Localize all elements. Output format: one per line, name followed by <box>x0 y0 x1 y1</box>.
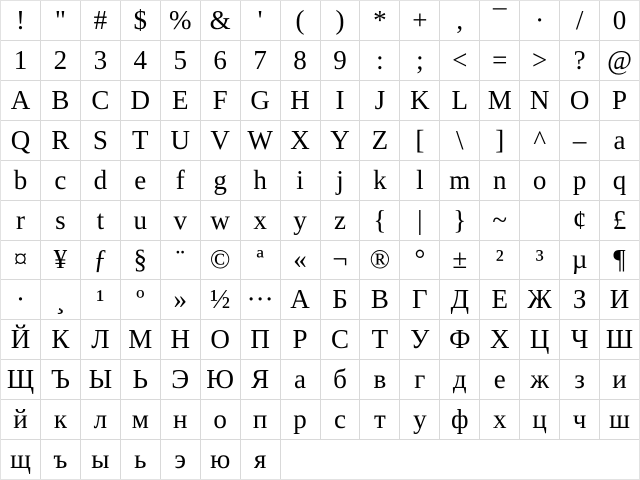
glyph-cell[interactable]: Q <box>1 121 40 160</box>
glyph-cell[interactable]: Ц <box>520 320 559 359</box>
glyph-cell[interactable]: ь <box>121 440 160 479</box>
glyph-cell[interactable]: Р <box>281 320 320 359</box>
glyph-cell[interactable]: , <box>440 1 479 40</box>
glyph-cell[interactable]: ; <box>400 41 439 80</box>
glyph-cell[interactable]: ^ <box>520 121 559 160</box>
glyph-cell[interactable]: с <box>321 400 360 439</box>
glyph-cell[interactable]: й <box>1 400 40 439</box>
glyph-cell[interactable]: { <box>360 201 399 240</box>
glyph-cell[interactable]: С <box>321 320 360 359</box>
glyph-cell[interactable]: = <box>480 41 519 80</box>
glyph-cell[interactable]: ¤ <box>1 241 40 280</box>
glyph-cell[interactable]: ¸ <box>41 280 80 319</box>
glyph-cell[interactable]: е <box>480 360 519 399</box>
glyph-cell[interactable]: ш <box>600 400 639 439</box>
glyph-cell[interactable]: · <box>520 1 559 40</box>
glyph-cell[interactable]: М <box>121 320 160 359</box>
glyph-cell[interactable]: Д <box>440 280 479 319</box>
glyph-cell[interactable]: · <box>1 280 40 319</box>
glyph-cell[interactable]: e <box>121 161 160 200</box>
empty-region <box>281 440 639 479</box>
glyph-cell[interactable]: T <box>121 121 160 160</box>
glyph-cell[interactable]: Ш <box>600 320 639 359</box>
glyph-cell[interactable]: ч <box>560 400 599 439</box>
glyph-cell[interactable]: W <box>241 121 280 160</box>
glyph-cell[interactable]: Я <box>241 360 280 399</box>
glyph-cell[interactable]: Г <box>400 280 439 319</box>
glyph-cell[interactable]: s <box>41 201 80 240</box>
glyph-cell[interactable]: j <box>321 161 360 200</box>
glyph-cell[interactable]: S <box>81 121 120 160</box>
glyph-cell[interactable]: f <box>161 161 200 200</box>
glyph-cell[interactable]: 3 <box>81 41 120 80</box>
glyph-cell[interactable]: * <box>360 1 399 40</box>
glyph-cell[interactable]: d <box>81 161 120 200</box>
glyph-cell[interactable]: ц <box>520 400 559 439</box>
glyph-cell[interactable]: @ <box>600 41 639 80</box>
glyph-cell[interactable]: £ <box>600 201 639 240</box>
glyph-cell[interactable]: н <box>161 400 200 439</box>
glyph-cell[interactable]: Y <box>321 121 360 160</box>
glyph-cell[interactable]: К <box>41 320 80 359</box>
glyph-cell[interactable]: G <box>241 81 280 120</box>
glyph-cell[interactable]: ® <box>360 241 399 280</box>
glyph-cell[interactable]: § <box>121 241 160 280</box>
glyph-cell[interactable]: ½ <box>201 280 240 319</box>
glyph-cell[interactable]: 9 <box>321 41 360 80</box>
glyph-cell[interactable]: ··· <box>241 280 280 319</box>
glyph-cell[interactable]: V <box>201 121 240 160</box>
glyph-cell[interactable]: Ю <box>201 360 240 399</box>
glyph-cell[interactable]: # <box>81 1 120 40</box>
glyph-cell[interactable]: & <box>201 1 240 40</box>
glyph-cell[interactable]: µ <box>560 241 599 280</box>
glyph-cell[interactable]: : <box>360 41 399 80</box>
glyph-cell[interactable]: ¢ <box>560 201 599 240</box>
glyph-cell[interactable]: п <box>241 400 280 439</box>
glyph-cell[interactable]: д <box>440 360 479 399</box>
glyph-cell[interactable]: l <box>400 161 439 200</box>
glyph-cell[interactable]: ¨ <box>161 241 200 280</box>
glyph-cell[interactable]: c <box>41 161 80 200</box>
glyph-cell[interactable]: | <box>400 201 439 240</box>
glyph-cell[interactable]: В <box>360 280 399 319</box>
glyph-cell[interactable]: p <box>560 161 599 200</box>
glyph-cell[interactable]: ° <box>400 241 439 280</box>
glyph-cell[interactable]: ж <box>520 360 559 399</box>
glyph-cell[interactable]: Ы <box>81 360 120 399</box>
glyph-cell[interactable]: У <box>400 320 439 359</box>
glyph-cell[interactable]: 8 <box>281 41 320 80</box>
glyph-cell[interactable]: A <box>1 81 40 120</box>
glyph-cell[interactable]: \ <box>440 121 479 160</box>
glyph-cell[interactable]: у <box>400 400 439 439</box>
glyph-cell[interactable]: б <box>321 360 360 399</box>
glyph-cell[interactable]: $ <box>121 1 160 40</box>
glyph-cell[interactable]: º <box>121 280 160 319</box>
glyph-cell[interactable]: р <box>281 400 320 439</box>
glyph-cell[interactable]: ! <box>1 1 40 40</box>
glyph-cell[interactable]: х <box>480 400 519 439</box>
glyph-cell[interactable]: ( <box>281 1 320 40</box>
glyph-cell[interactable]: ? <box>560 41 599 80</box>
glyph-cell[interactable]: Т <box>360 320 399 359</box>
glyph-cell[interactable]: ' <box>241 1 280 40</box>
glyph-cell[interactable]: q <box>600 161 639 200</box>
glyph-cell[interactable]: } <box>440 201 479 240</box>
glyph-cell[interactable]: K <box>400 81 439 120</box>
glyph-cell[interactable]: т <box>360 400 399 439</box>
glyph-cell[interactable]: и <box>600 360 639 399</box>
glyph-cell[interactable]: Ь <box>121 360 160 399</box>
glyph-cell[interactable]: g <box>201 161 240 200</box>
glyph-cell[interactable]: Й <box>1 320 40 359</box>
glyph-cell[interactable]: P <box>600 81 639 120</box>
glyph-cell[interactable]: И <box>600 280 639 319</box>
glyph-cell[interactable]: b <box>1 161 40 200</box>
glyph-cell[interactable]: Ъ <box>41 360 80 399</box>
glyph-cell[interactable]: D <box>121 81 160 120</box>
glyph-cell[interactable]: З <box>560 280 599 319</box>
glyph-cell[interactable]: m <box>440 161 479 200</box>
glyph-cell[interactable]: м <box>121 400 160 439</box>
glyph-cell[interactable]: I <box>321 81 360 120</box>
glyph-cell[interactable]: x <box>241 201 280 240</box>
glyph-cell[interactable]: N <box>520 81 559 120</box>
glyph-cell[interactable]: [ <box>400 121 439 160</box>
glyph-cell[interactable]: ƒ <box>81 241 120 280</box>
glyph-cell[interactable]: 7 <box>241 41 280 80</box>
glyph-cell[interactable]: 0 <box>600 1 639 40</box>
glyph-cell[interactable]: r <box>1 201 40 240</box>
glyph-cell[interactable]: v <box>161 201 200 240</box>
glyph-cell[interactable]: < <box>440 41 479 80</box>
glyph-cell[interactable]: O <box>560 81 599 120</box>
glyph-cell[interactable]: Ч <box>560 320 599 359</box>
glyph-cell[interactable]: А <box>281 280 320 319</box>
glyph-cell[interactable]: о <box>201 400 240 439</box>
glyph-cell[interactable]: л <box>81 400 120 439</box>
glyph-cell[interactable]: ы <box>81 440 120 479</box>
glyph-cell[interactable]: Ф <box>440 320 479 359</box>
glyph-cell[interactable]: ) <box>321 1 360 40</box>
glyph-cell[interactable]: ф <box>440 400 479 439</box>
glyph-cell[interactable]: n <box>480 161 519 200</box>
glyph-cell[interactable]: ± <box>440 241 479 280</box>
glyph-cell[interactable]: ¯ <box>480 1 519 40</box>
glyph-cell[interactable]: z <box>321 201 360 240</box>
glyph-cell[interactable]: w <box>201 201 240 240</box>
glyph-cell[interactable]: B <box>41 81 80 120</box>
glyph-cell[interactable]: Л <box>81 320 120 359</box>
glyph-cell[interactable]: k <box>360 161 399 200</box>
glyph-cell[interactable]: " <box>41 1 80 40</box>
glyph-cell[interactable]: Э <box>161 360 200 399</box>
glyph-cell[interactable]: – <box>560 121 599 160</box>
glyph-cell[interactable]: ³ <box>520 241 559 280</box>
glyph-cell[interactable]: в <box>360 360 399 399</box>
glyph-cell[interactable]: 1 <box>1 41 40 80</box>
glyph-cell[interactable]: ¶ <box>600 241 639 280</box>
glyph-cell[interactable]: ¬ <box>321 241 360 280</box>
glyph-cell[interactable]: 4 <box>121 41 160 80</box>
glyph-cell[interactable]: О <box>201 320 240 359</box>
glyph-cell[interactable]: X <box>281 121 320 160</box>
glyph-cell[interactable]: / <box>560 1 599 40</box>
glyph-cell[interactable]: > <box>520 41 559 80</box>
glyph-cell[interactable]: к <box>41 400 80 439</box>
glyph-cell[interactable]: F <box>201 81 240 120</box>
glyph-cell[interactable]: 5 <box>161 41 200 80</box>
glyph-cell[interactable]: L <box>440 81 479 120</box>
glyph-cell[interactable]: t <box>81 201 120 240</box>
glyph-cell[interactable]: R <box>41 121 80 160</box>
glyph-cell[interactable]: % <box>161 1 200 40</box>
glyph-cell[interactable]: Х <box>480 320 519 359</box>
glyph-cell[interactable]: H <box>281 81 320 120</box>
glyph-cell[interactable]: E <box>161 81 200 120</box>
glyph-cell[interactable]: C <box>81 81 120 120</box>
glyph-cell[interactable]: « <box>281 241 320 280</box>
glyph-cell[interactable]: Н <box>161 320 200 359</box>
glyph-cell[interactable]: ¹ <box>81 280 120 319</box>
glyph-cell[interactable]: ъ <box>41 440 80 479</box>
glyph-cell[interactable]: Щ <box>1 360 40 399</box>
glyph-cell[interactable]: ю <box>201 440 240 479</box>
glyph-cell[interactable]: 6 <box>201 41 240 80</box>
glyph-cell[interactable]: Б <box>321 280 360 319</box>
glyph-cell[interactable]: ] <box>480 121 519 160</box>
glyph-cell[interactable]: © <box>201 241 240 280</box>
glyph-cell[interactable]: ¥ <box>41 241 80 280</box>
glyph-cell[interactable]: i <box>281 161 320 200</box>
glyph-cell[interactable]: J <box>360 81 399 120</box>
glyph-cell[interactable]: U <box>161 121 200 160</box>
glyph-cell[interactable]: h <box>241 161 280 200</box>
glyph-cell[interactable]: ª <box>241 241 280 280</box>
glyph-cell[interactable]: ~ <box>480 201 519 240</box>
glyph-cell-empty <box>520 201 559 240</box>
glyph-cell[interactable]: щ <box>1 440 40 479</box>
glyph-cell[interactable]: э <box>161 440 200 479</box>
glyph-cell[interactable]: Ж <box>520 280 559 319</box>
glyph-cell[interactable]: П <box>241 320 280 359</box>
glyph-cell[interactable]: y <box>281 201 320 240</box>
glyph-cell[interactable]: г <box>400 360 439 399</box>
glyph-cell[interactable]: + <box>400 1 439 40</box>
glyph-cell[interactable]: u <box>121 201 160 240</box>
glyph-cell[interactable]: 2 <box>41 41 80 80</box>
glyph-cell[interactable]: » <box>161 280 200 319</box>
glyph-cell[interactable]: Z <box>360 121 399 160</box>
glyph-cell[interactable]: а <box>281 360 320 399</box>
glyph-cell[interactable]: ² <box>480 241 519 280</box>
glyph-cell[interactable]: a <box>600 121 639 160</box>
glyph-cell[interactable]: Е <box>480 280 519 319</box>
glyph-cell[interactable]: з <box>560 360 599 399</box>
glyph-cell[interactable]: я <box>241 440 280 479</box>
glyph-cell[interactable]: M <box>480 81 519 120</box>
glyph-cell[interactable]: o <box>520 161 559 200</box>
